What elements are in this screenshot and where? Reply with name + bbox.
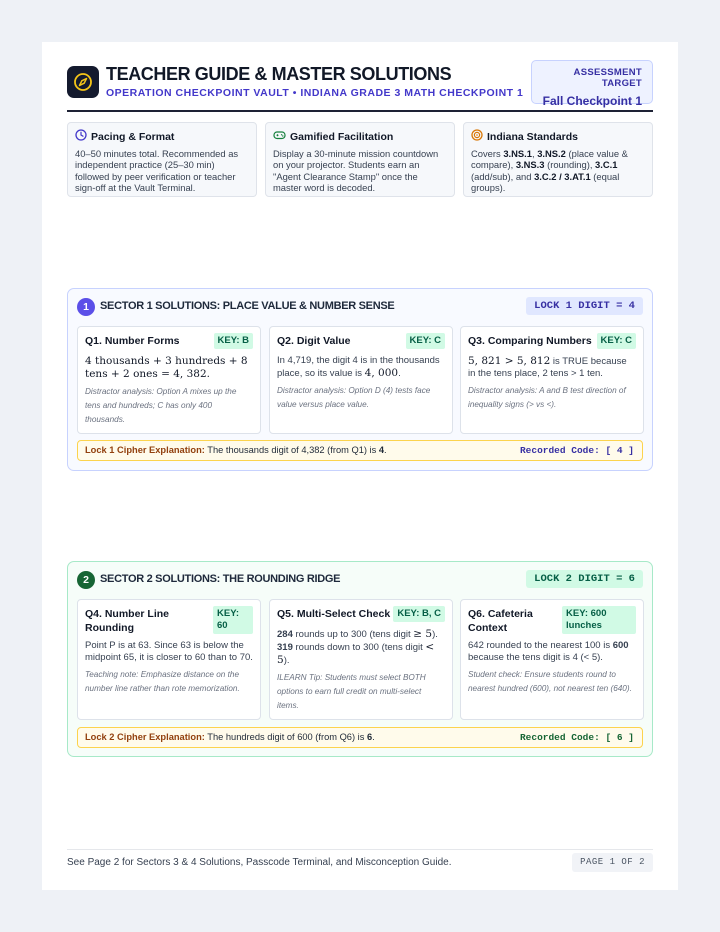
question-title: Q3. Comparing Numbers — [468, 335, 592, 347]
assessment-target-value: Fall Checkpoint 1 — [542, 94, 642, 108]
question-card-q1 — [77, 326, 261, 434]
sector-2-panel — [67, 561, 653, 757]
answer-key-badge: KEY: 600 lunches — [562, 606, 636, 634]
recorded-code: Recorded Code: [ 6 ] — [519, 732, 634, 743]
recorded-code: Recorded Code: [ 4 ] — [519, 445, 634, 456]
info-card-body: Display a 30-minute mission countdown on your projector. Students earn an "Agent Clearance Stamp" once the master word is decoded. — [273, 148, 439, 194]
question-card-q2 — [269, 326, 453, 434]
page-number: PAGE 1 OF 2 — [572, 853, 653, 872]
info-card-gamified — [265, 122, 455, 197]
lock-digit-badge: LOCK 1 DIGIT = 4 — [526, 297, 643, 315]
info-card-body: Covers 3.NS.1, 3.NS.2 (place value & compare), 3.NS.3 (rounding), 3.C.1 (add/sub), and 3.C.2 / 3.AT.1 (equal groups). — [471, 148, 628, 194]
distractor-analysis: Distractor analysis: A and B test direction of inequality signs (> vs <). — [468, 386, 626, 409]
info-card-title: Gamified Facilitation — [290, 130, 394, 143]
footer-note: See Page 2 for Sectors 3 & 4 Solutions, Passcode Terminal, and Misconception Guide. — [67, 857, 452, 868]
compass-icon — [67, 66, 99, 98]
assessment-target-badge — [531, 60, 653, 108]
cipher-explanation: Lock 2 Cipher Explanation: The hundreds digit of 600 (from Q6) is 6. Recorded Code: [ 6 ] — [77, 727, 643, 748]
page-subtitle: OPERATION CHECKPOINT VAULT • INDIANA GRADE 3 MATH CHECKPOINT 1 — [106, 87, 524, 99]
header — [67, 60, 653, 112]
teaching-note: Teaching note: Emphasize distance on the number line rather than rote memorization. — [85, 670, 240, 693]
info-card-title: Pacing & Format — [91, 130, 175, 143]
question-title: Q5. Multi-Select Check — [277, 608, 391, 620]
question-solution: In 4,719, the digit 4 is in the thousands place, so its value is 4, 000. — [277, 355, 440, 379]
cipher-explanation: Lock 1 Cipher Explanation: The thousands digit of 4,382 (from Q1) is 4. Recorded Code: [ 4 ] — [77, 440, 643, 461]
answer-key-badge: KEY: C — [597, 333, 637, 349]
question-solution: 642 rounded to the nearest 100 is 600 because the tens digit is 4 (< 5). — [468, 640, 629, 663]
sector-1-panel — [67, 288, 653, 471]
question-solution: 5, 821 > 5, 812 is TRUE because in the tens place, 2 tens > 1 ten. — [468, 355, 627, 379]
answer-key-badge: KEY: B — [214, 333, 254, 349]
worksheet-page — [42, 42, 678, 890]
question-solution: 284 rounds up to 300 (tens digit ≥ 5). 319 rounds down to 300 (tens digit < 5). — [277, 628, 438, 666]
question-solution: 4 thousands + 3 hundreds + 8 tens + 2 ones = 4, 382. — [85, 355, 248, 380]
info-card-body: 40–50 minutes total. Recommended as independent practice (25–30 min) followed by peer verification or teacher sign-off at the Vault Terminal. — [75, 148, 239, 194]
student-check: Student check: Ensure students round to nearest hundred (600), not nearest ten (640). — [468, 670, 632, 693]
distractor-analysis: Distractor analysis: Option A mixes up the tens and hundreds; C has only 400 thousands. — [85, 387, 237, 424]
info-card-standards — [463, 122, 653, 197]
question-title: Q2. Digit Value — [277, 335, 351, 347]
sector-number-badge: 2 — [77, 571, 95, 589]
header-divider — [67, 110, 653, 112]
sector-title: SECTOR 2 SOLUTIONS: THE ROUNDING RIDGE — [100, 573, 341, 585]
question-title: Q4. Number Line Rounding — [85, 608, 170, 634]
ilearn-tip: ILEARN Tip: Students must select BOTH options to earn full credit on multi-select items. — [277, 673, 426, 710]
info-card-pacing — [67, 122, 257, 197]
answer-key-badge: KEY: 60 — [213, 606, 253, 634]
target-icon — [471, 129, 483, 144]
question-card-q4 — [77, 599, 261, 720]
question-card-q3 — [460, 326, 644, 434]
answer-key-badge: KEY: B, C — [393, 606, 445, 622]
footer-divider — [67, 849, 653, 850]
info-card-title: Indiana Standards — [487, 130, 579, 143]
distractor-analysis: Distractor analysis: Option D (4) tests face value versus place value. — [277, 386, 431, 409]
sector-number-badge: 1 — [77, 298, 95, 316]
gamepad-icon — [273, 129, 286, 144]
answer-key-badge: KEY: C — [406, 333, 446, 349]
sector-title: SECTOR 1 SOLUTIONS: PLACE VALUE & NUMBER SENSE — [100, 300, 395, 312]
clock-icon — [75, 129, 87, 144]
lock-digit-badge: LOCK 2 DIGIT = 6 — [526, 570, 643, 588]
page-title: TEACHER GUIDE & MASTER SOLUTIONS — [106, 64, 452, 84]
question-card-q5 — [269, 599, 453, 720]
question-solution: Point P is at 63. Since 63 is below the midpoint 65, it is closer to 60 than to 70. — [85, 640, 253, 663]
question-card-q6 — [460, 599, 644, 720]
assessment-target-label: ASSESSMENT TARGET — [573, 67, 642, 89]
question-title: Q1. Number Forms — [85, 335, 180, 347]
question-title: Q6. Cafeteria Context — [468, 608, 533, 634]
